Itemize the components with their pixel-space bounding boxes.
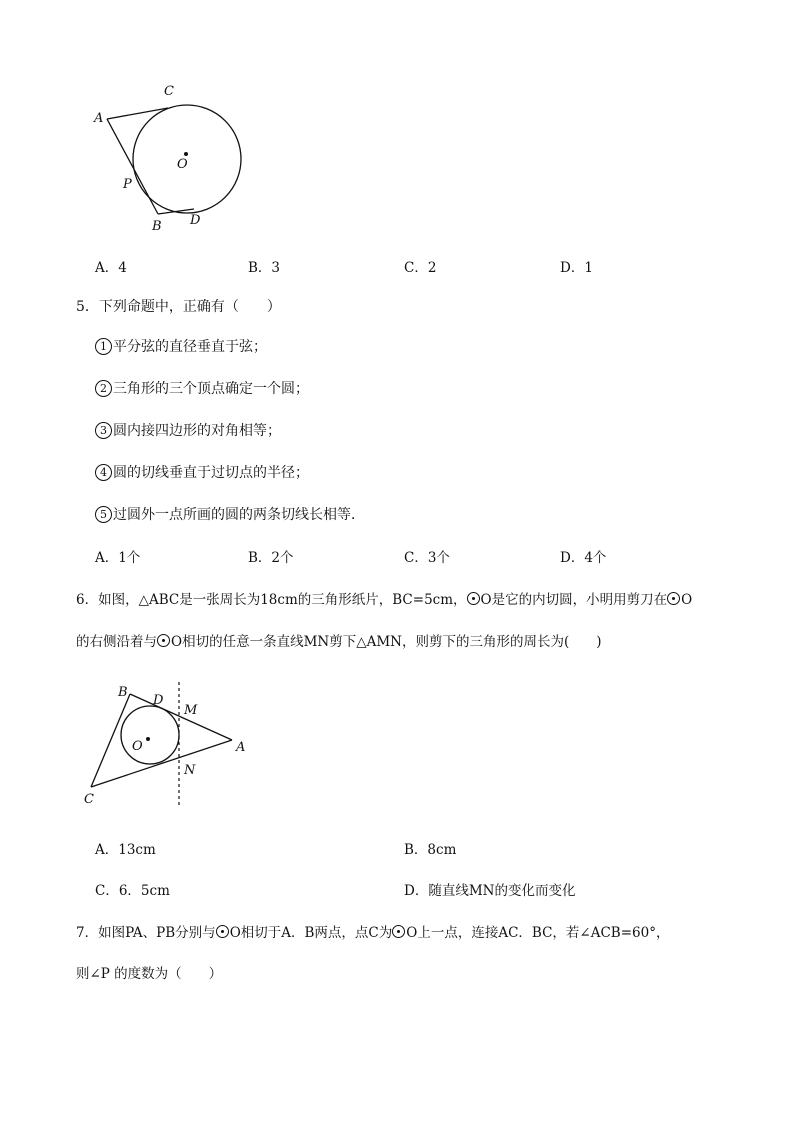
label-c: C: [164, 84, 174, 99]
label-c: C: [84, 792, 94, 807]
incircle: [121, 706, 179, 764]
segment-ca: [91, 740, 232, 787]
q5-option-d: D．4个: [560, 550, 607, 566]
figure-circle-tangents: [88, 80, 258, 240]
q4-option-c: C．2: [404, 260, 437, 276]
q4-option-d: D．1: [560, 260, 593, 276]
label-b: B: [152, 219, 162, 234]
circle-dot-symbol: [467, 592, 480, 605]
circle-dot-symbol: [157, 634, 170, 647]
segment-ab: [107, 119, 158, 214]
q6-text: 6．如图，△ABC是一张周长为18cm的三角形纸片，BC=5cm，: [76, 592, 467, 608]
q7-stem-line2: 则∠P 的度数为（ ）: [76, 966, 223, 982]
figure-incircle-triangle: [78, 678, 258, 808]
label-o: O: [177, 157, 188, 172]
circle-dot-symbol: [392, 925, 405, 938]
q5-option-b: B．2个: [248, 550, 294, 566]
q5-item-4: [95, 462, 309, 482]
q5-item-5: [95, 504, 365, 524]
circled-number: 3: [95, 422, 112, 439]
q6-stem-line1: [76, 588, 692, 608]
circled-number: 4: [95, 464, 112, 481]
q7-stem-line1: [76, 921, 669, 941]
q5-item-text: 平分弦的直径垂直于弦；: [113, 339, 267, 355]
q6-text: O是它的内切圆，小明用剪刀在: [480, 592, 668, 608]
label-d: D: [190, 213, 201, 228]
q5-option-a: A．1个: [95, 550, 141, 566]
label-n: N: [184, 763, 196, 778]
label-a: A: [94, 111, 104, 126]
q6-option-a: A．13cm: [95, 842, 156, 858]
q5-item-3: [95, 420, 281, 440]
q5-item-text: 过圆外一点所画的圆的两条切线长相等．: [113, 507, 365, 523]
q4-option-a: A．4: [95, 260, 127, 276]
q6-option-b: B．8cm: [404, 842, 457, 858]
q6-option-c: C．6．5cm: [95, 883, 170, 899]
q7-text: O相切于A．B两点，点C为: [229, 925, 393, 941]
q7-text: 7．如图PA、PB分别与: [76, 925, 216, 941]
q5-item-text: 三角形的三个顶点确定一个圆；: [113, 381, 309, 397]
label-m: M: [184, 703, 198, 718]
q5-stem: 5．下列命题中，正确有（ ）: [76, 299, 281, 315]
circle-dot-symbol: [216, 925, 229, 938]
q5-item-1: [95, 336, 267, 356]
q5-item-2: [95, 378, 309, 398]
q6-text: O: [681, 592, 693, 608]
label-p: P: [123, 177, 132, 192]
q6-option-d: D．随直线MN的变化而变化: [404, 883, 576, 899]
label-d: D: [153, 693, 164, 708]
q6-stem-line2: [76, 630, 602, 650]
circled-number: 2: [95, 380, 112, 397]
label-a: A: [236, 740, 246, 755]
circled-number: 1: [95, 338, 112, 355]
circle-dot-symbol: [667, 592, 680, 605]
label-b: B: [118, 685, 128, 700]
q4-option-b: B．3: [248, 260, 281, 276]
center-point: [146, 737, 150, 741]
q6-text: 的右侧沿着与: [76, 634, 157, 650]
q5-option-c: C．3个: [404, 550, 450, 566]
circled-number: 5: [95, 506, 112, 523]
q5-item-text: 圆内接四边形的对角相等；: [113, 423, 281, 439]
segment-bc: [91, 694, 130, 787]
label-o: O: [132, 739, 143, 754]
q7-text: O上一点，连接AC．BC，若∠ACB=60°，: [406, 925, 670, 941]
segment-ba: [130, 694, 232, 740]
q5-item-text: 圆的切线垂直于过切点的半径；: [113, 465, 309, 481]
q6-text: O相切的任意一条直线MN剪下△AMN，则剪下的三角形的周长为( ): [171, 634, 602, 650]
center-point: [184, 152, 188, 156]
